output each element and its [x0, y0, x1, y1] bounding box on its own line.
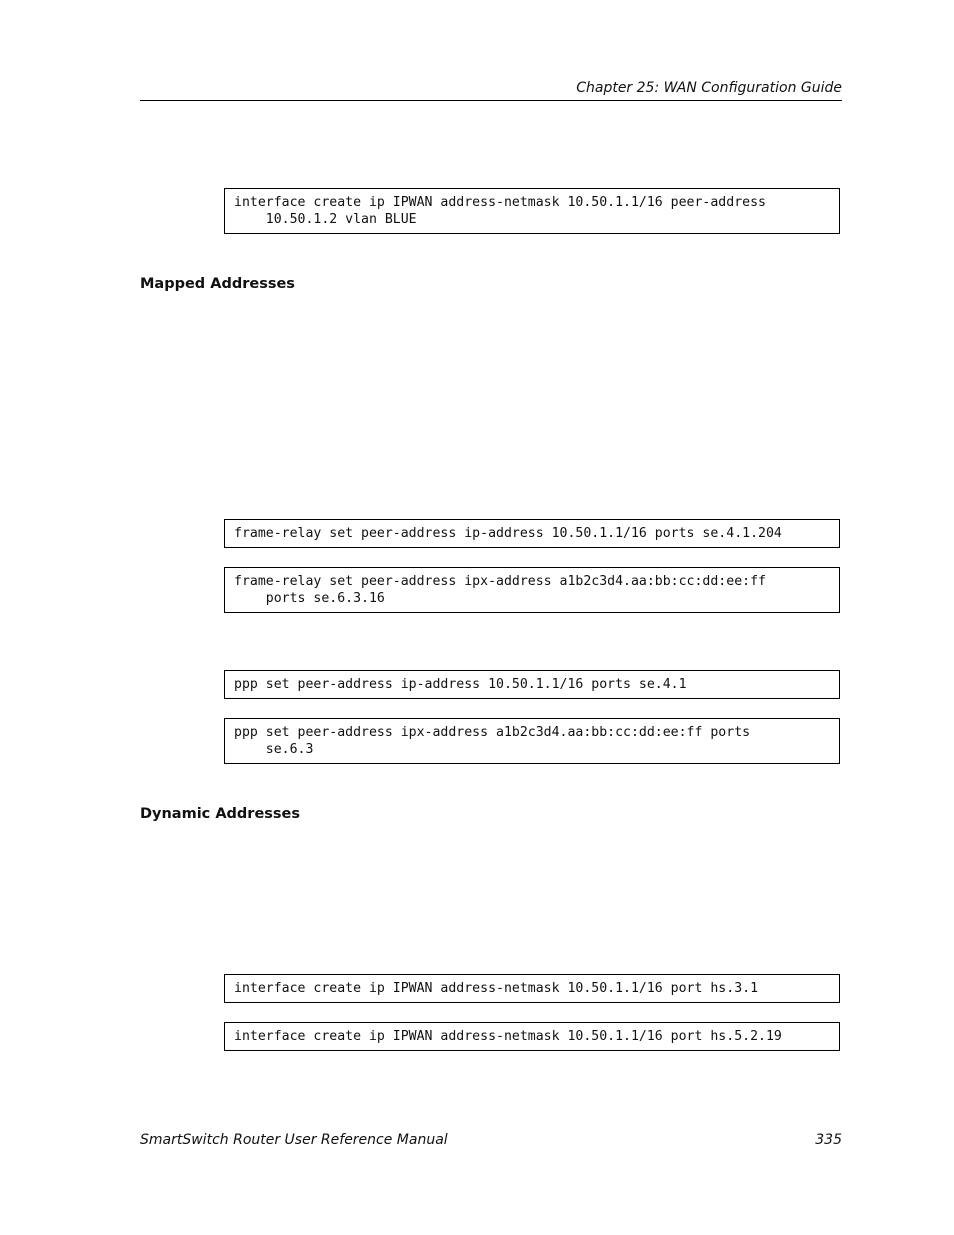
section-heading-dynamic-addresses: Dynamic Addresses	[140, 806, 301, 822]
code-block-ppp-ip	[224, 670, 840, 699]
header-rule	[140, 100, 842, 101]
code-block-interface-peer-address	[224, 188, 840, 234]
code-block-interface-hs5219	[224, 1022, 840, 1051]
code-text: interface create ip IPWAN address-netmask 10.50.1.1/16 port hs.5.2.19	[234, 1029, 782, 1044]
code-block-interface-hs31	[224, 974, 840, 1003]
code-text: ppp set peer-address ip-address 10.50.1.1/16 ports se.4.1	[234, 677, 687, 692]
code-block-frame-relay-ip	[224, 519, 840, 548]
code-text: interface create ip IPWAN address-netmask 10.50.1.1/16 port hs.3.1	[234, 981, 759, 996]
footer-page-number: 335	[815, 1132, 842, 1148]
code-text: ppp set peer-address ipx-address a1b2c3d4.aa:bb:cc:dd:ee:ff ports se.6.3	[234, 725, 751, 757]
running-header: Chapter 25: WAN Configuration Guide	[576, 80, 842, 96]
code-text: frame-relay set peer-address ip-address 10.50.1.1/16 ports se.4.1.204	[234, 526, 782, 541]
code-text: frame-relay set peer-address ipx-address a1b2c3d4.aa:bb:cc:dd:ee:ff ports se.6.3.16	[234, 574, 766, 606]
code-block-frame-relay-ipx	[224, 567, 840, 613]
section-heading-mapped-addresses: Mapped Addresses	[140, 276, 295, 292]
code-block-ppp-ipx	[224, 718, 840, 764]
code-text: interface create ip IPWAN address-netmask 10.50.1.1/16 peer-address 10.50.1.2 vlan BLUE	[234, 195, 766, 227]
footer-manual-title: SmartSwitch Router User Reference Manual	[140, 1132, 448, 1148]
